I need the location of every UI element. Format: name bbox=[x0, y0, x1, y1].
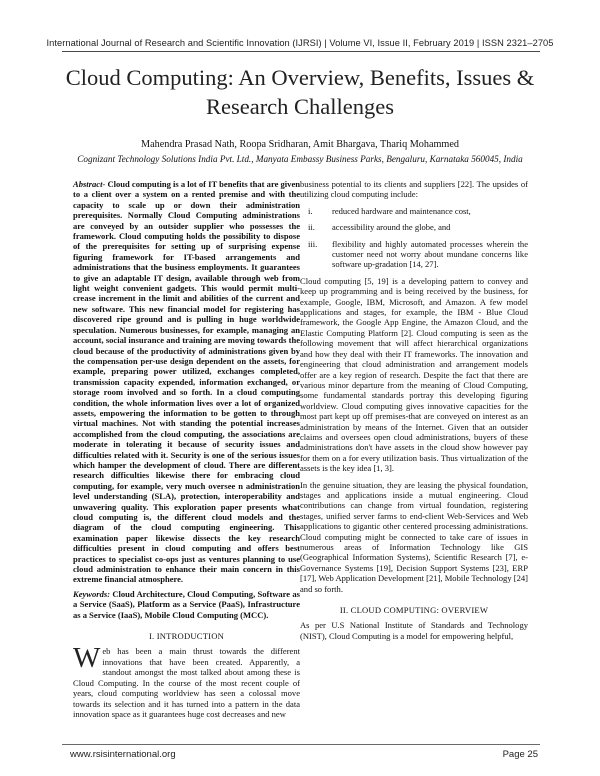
section-heading-introduction: I. INTRODUCTION bbox=[148, 631, 225, 642]
footer-url: www.rsisinternational.org bbox=[70, 749, 176, 760]
keywords bbox=[73, 589, 300, 620]
body-paragraph-2: In the genuine situation, they are leasing the physical foundation, stages and applications inside a mutual engineering. Cloud contributions can change from virtual foundation, registering stages, unified server farms to end-client Web-Services and Web applications to gigantic other centered processing administrations. Cloud computing might be connected to take care of issues in numerous areas of Information Technology like GIS (Geographical Information Systems), Scientific Research [7], e-Governance Systems [19], Decision Support Systems [23], ERP [17], Web Application Development [21], Mobile Technology [24] and so forth. bbox=[300, 479, 528, 594]
abstract-lead: Abstract- bbox=[73, 179, 106, 189]
continuation-paragraph: business potential to its clients and suppliers [22]. The upsides of utilizing cloud computing include: bbox=[300, 179, 528, 200]
running-header: International Journal of Research and Scientific Innovation (IJRSI) | Volume VI, Issue II, February 2019 | ISSN 2321–2705 bbox=[46, 38, 554, 48]
footer-page-number: Page 25 bbox=[502, 749, 538, 760]
list-item-text: flexibility and highly automated processes wherein the customer need not worry about mundane concerns like software up-gradation [14, 27]. bbox=[332, 238, 528, 270]
header-rule bbox=[62, 51, 540, 52]
right-column bbox=[300, 179, 528, 641]
keywords-text: Cloud Architecture, Cloud Computing, Software as a Service (SaaS), Platform as a Service (PaaS), Infrastructure as a Service (IaaS), Mobile Cloud Computing (MCC). bbox=[73, 588, 300, 620]
body-paragraph-3: As per U.S National Institute of Standards and Technology (NIST), Cloud Computing is a model for empowering helpful, bbox=[300, 620, 528, 641]
introduction-paragraph bbox=[73, 642, 300, 719]
list-item bbox=[300, 206, 528, 216]
section-heading-overview: II. CLOUD COMPUTING: OVERVIEW bbox=[339, 605, 489, 616]
abstract bbox=[73, 179, 300, 585]
footer-rule bbox=[62, 744, 540, 745]
dropcap-letter: W bbox=[73, 642, 101, 675]
abstract-text: Cloud computing is a lot of IT benefits that are given to a client over a system on a rented premise and with the capacity to scale up or down their administration prerequisites. Normally Cloud Computing administrations are conveyed by an outsider supplier who possesses the framework. Cloud computing holds the possibility to dispose of the prerequisites for setting up of surprising expense figuring framework for IT-based arrangements and administrations that the business employments. It guarantees to give an adaptable IT design, available through web from light weight convenient gadgets. This would permit multi-crease increment in the limit and abilities of the current and new software. This new financial model for registering has discovered ripe ground and is pulling in huge worldwide speculation. Numerous businesses, for example, managing an account, social insurance and training are moving towards the cloud because of the productivity of administrations given by the compensation per-use design dependent on the assets, for example, preparing power utilized, exchanges completed, transmission capacity expended, information exchanged, or storage room involved and so forth. In a cloud computing condition, the whole information lives over a lot of organized assets, empowering the information to be gotten to through virtual machines. Not with standing the potential increases accomplished from the cloud computing, the associations are moderate in tolerating it because of security issues and difficulties related with it. Security is one of the serious issues which hamper the development of cloud. There are different research difficulties likewise there for embracing cloud computing, for example, very much oversee n administration level understanding (SLA), protection, interoperability and unwavering quality. This exploration paper presents what cloud computing is, the different cloud models and the diagram of the cloud computing engineering. This examination paper likewise dissects the key research difficulties present in cloud computing and offers best practices to specialist co-ops just as ventures planning to use cloud administration to enhance their main concern in this extreme financial atmosphere. bbox=[73, 179, 300, 585]
left-column bbox=[73, 179, 300, 719]
paper-title-line2: Research Challenges bbox=[205, 94, 395, 119]
paper-title-line1: Cloud Computing: An Overview, Benefits, Issues & bbox=[65, 65, 535, 90]
body-paragraph-1: Cloud computing [5, 19] is a developing pattern to convey and keep up programming and is being received by the business, for example, Google, IBM, Microsoft, and Amazon. A few model applications and stages, for example, the IBM - Blue Cloud framework, the Google App Engine, the Amazon Cloud, and the Elastic Computing Platform [2]. Cloud computing is seen as the following movement that will affect hierarchical organizations and how they deal with their IT frameworks. The innovation and engineering that cloud administration and arrangement models offer are a key region of research. Despite the fact that there are various minor departure from the meaning of Cloud Computing, some fundamental standards portray this developing figuring worldview. Cloud computing gives innovative capacities for the most part kept up off premises-that are conveyed on interest as an administration by means of the Internet. Given that an outsider claims and oversees open cloud administrations, buyers of these administrations don't have assets in the cloud show however pay for them on a for every utilization basis. Thus virtualization of the assets is the key idea [1, 3]. bbox=[300, 275, 528, 474]
list-item bbox=[300, 239, 528, 270]
list-item bbox=[300, 222, 528, 232]
paper-title bbox=[40, 63, 560, 121]
list-item-number: ii. bbox=[308, 222, 315, 233]
list-item-number: iii. bbox=[308, 238, 318, 249]
introduction-text: eb has been a main thrust towards the different innovations that have been created. Apparently, a standout amongst the most talked about among these is Cloud Computing. In the course of the most recent couple of years, cloud computing worldview has seen a colossal move towards its selection and it has turned into a pattern in the data innovation space as it guarantees huge cost decreases and new bbox=[73, 646, 300, 719]
keywords-lead: Keywords: bbox=[73, 588, 111, 599]
paper-authors: Mahendra Prasad Nath, Roopa Sridharan, Amit Bhargava, Thariq Mohammed bbox=[141, 139, 459, 150]
benefits-list bbox=[300, 206, 528, 270]
list-item-text: reduced hardware and maintenance cost, bbox=[332, 205, 471, 216]
list-item-text: accessibility around the globe, and bbox=[332, 222, 451, 233]
list-item-number: i. bbox=[308, 205, 313, 216]
paper-affiliation: Cognizant Technology Solutions India Pvt. Ltd., Manyata Embassy Business Parks, Bengaluru, Karnataka 560045, India bbox=[77, 154, 523, 164]
